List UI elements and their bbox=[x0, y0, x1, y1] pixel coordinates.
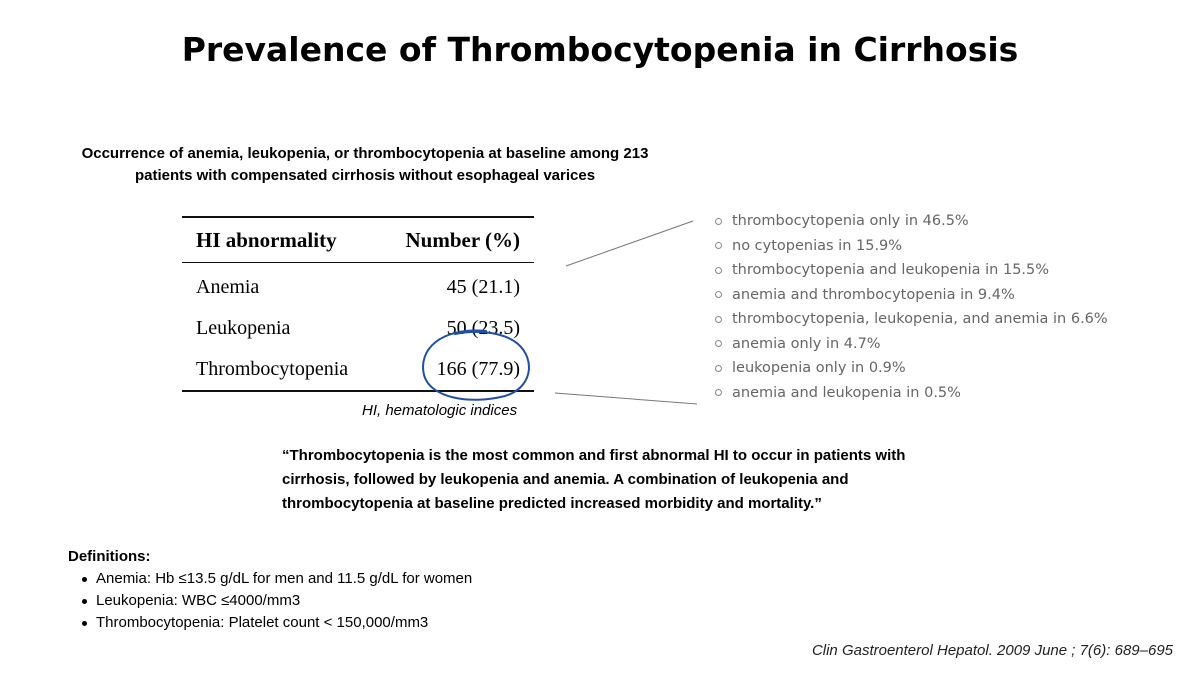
table-caption: HI, hematologic indices bbox=[362, 402, 518, 419]
callout-line-top bbox=[566, 221, 693, 266]
citation: Clin Gastroenterol Hepatol. 2009 June ; 7(6): 689–695 bbox=[811, 642, 1173, 659]
bullet-icon bbox=[82, 577, 87, 582]
cytopenia-breakdown-list bbox=[715, 209, 1108, 405]
row-value: 50 (23.5) bbox=[446, 317, 520, 339]
definitions-title: Definitions: bbox=[68, 548, 151, 565]
bullet-icon bbox=[82, 621, 87, 626]
bullet-icon bbox=[82, 599, 87, 604]
list-item: thrombocytopenia, leukopenia, and anemia in 6.6% bbox=[715, 307, 1108, 332]
subtitle-line-1: Occurrence of anemia, leukopenia, or thrombocytopenia at baseline among 213 bbox=[81, 145, 649, 162]
list-item: anemia only in 4.7% bbox=[715, 332, 1108, 357]
row-value: 166 (77.9) bbox=[436, 358, 520, 380]
definition-item: Thrombocytopenia: Platelet count < 150,000/mm3 bbox=[82, 612, 472, 634]
circle-bullet-icon bbox=[715, 242, 722, 249]
definitions-list bbox=[68, 568, 472, 634]
circle-bullet-icon bbox=[715, 267, 722, 274]
header-hi-abnormality: HI abnormality bbox=[196, 227, 337, 252]
definition-item: Leukopenia: WBC ≤4000/mm3 bbox=[82, 590, 472, 612]
definition-item: Anemia: Hb ≤13.5 g/dL for men and 11.5 g/dL for women bbox=[82, 568, 472, 590]
hi-abnormality-table bbox=[182, 216, 534, 392]
row-label: Thrombocytopenia bbox=[196, 358, 349, 380]
study-quote: “Thrombocytopenia is the most common and first abnormal HI to occur in patients with cirrhosis, followed by leukopenia and anemia. A combination of leukopenia and thrombocytopenia at baseline predicted increased morbidity and mortality.” bbox=[282, 447, 906, 512]
header-number-percent: Number (%) bbox=[405, 227, 520, 252]
subtitle-line-2: patients with compensated cirrhosis without esophageal varices bbox=[134, 167, 596, 184]
row-label: Leukopenia bbox=[196, 317, 291, 339]
circle-bullet-icon bbox=[715, 389, 722, 396]
row-label: Anemia bbox=[196, 276, 260, 298]
table-row-anemia bbox=[182, 263, 534, 308]
table-row-thrombocytopenia bbox=[182, 349, 534, 390]
table-row-leukopenia bbox=[182, 308, 534, 349]
circle-bullet-icon bbox=[715, 365, 722, 372]
table-bottom-rule bbox=[182, 390, 534, 392]
table-subtitle bbox=[60, 143, 670, 187]
callout-line-bottom bbox=[555, 393, 697, 404]
table-header-row bbox=[182, 218, 534, 262]
circle-bullet-icon bbox=[715, 316, 722, 323]
list-item: no cytopenias in 15.9% bbox=[715, 234, 1108, 259]
list-item: thrombocytopenia only in 46.5% bbox=[715, 209, 1108, 234]
list-item: thrombocytopenia and leukopenia in 15.5% bbox=[715, 258, 1108, 283]
list-item: anemia and thrombocytopenia in 9.4% bbox=[715, 283, 1108, 308]
list-item: anemia and leukopenia in 0.5% bbox=[715, 381, 1108, 406]
definitions-section bbox=[68, 546, 472, 634]
row-value: 45 (21.1) bbox=[446, 276, 520, 298]
page-title: Prevalence of Thrombocytopenia in Cirrhosis bbox=[181, 30, 1019, 69]
circle-bullet-icon bbox=[715, 291, 722, 298]
list-item: leukopenia only in 0.9% bbox=[715, 356, 1108, 381]
circle-bullet-icon bbox=[715, 340, 722, 347]
circle-bullet-icon bbox=[715, 218, 722, 225]
